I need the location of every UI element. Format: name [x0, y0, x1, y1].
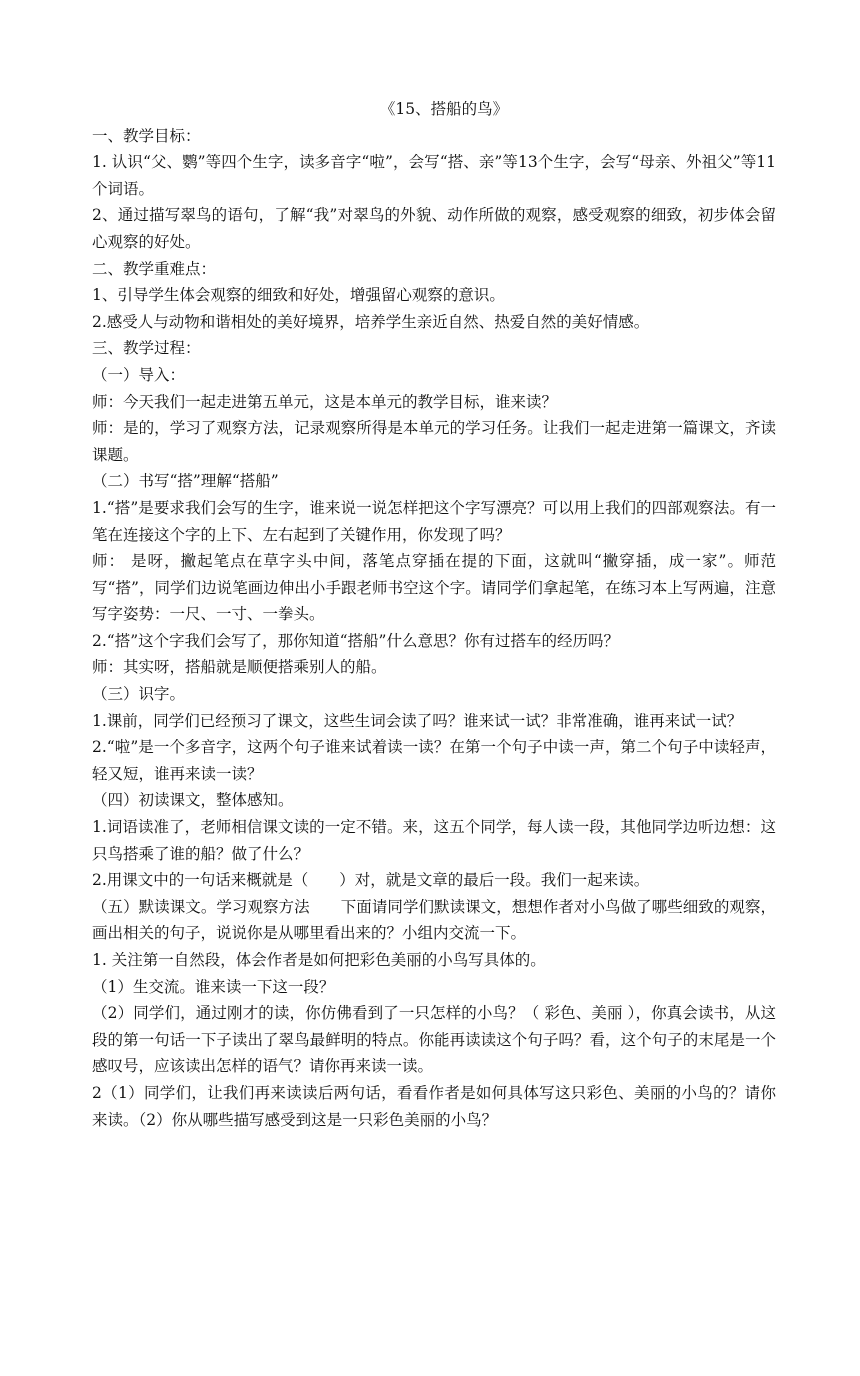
silent-reading-sub-1: （1）生交流。谁来读一下这一段？: [92, 977, 335, 996]
section-heading-goals: 一、教学目标：: [92, 126, 201, 145]
section-heading-process: 三、教学过程：: [92, 339, 201, 358]
step-heading-intro: （一）导入：: [92, 365, 186, 384]
key-point-1: 1、引导学生体会观察的细致和好处，增强留心观察的意识。: [92, 286, 505, 305]
teacher-line: 师： 是呀，撇起笔点在草字头中间，落笔点穿插在提的下面，这就叫“撇穿插，成一家”。师范写“搭”，同学们边说笔画边伸出小手跟老师书空这个字。请同学们拿起笔，在练习本上写两遍，注意写字姿势：一尺、一寸、一拳头。: [92, 552, 776, 624]
literacy-item-1: 1.课前，同学们已经预习了课文，这些生词会读了吗？谁来试一试？非常准确，谁再来试一试？: [92, 711, 743, 730]
goal-item-1: 1. 认识“父、鹦”等四个生字，读多音字“啦”，会写“搭、亲”等13个生字，会写“母亲、外祖父”等11个词语。: [92, 153, 776, 198]
reading-item-1: 1.词语读准了，老师相信课文读的一定不错。来，这五个同学，每人读一段，其他同学边听边想：这只鸟搭乘了谁的船？做了什么？: [92, 818, 776, 863]
document-title: 《15、搭船的鸟》: [379, 100, 509, 118]
writing-item-2: 2.“搭”这个字我们会写了，那你知道“搭船”什么意思？你有过搭车的经历吗？: [92, 631, 619, 650]
section-heading-key-points: 二、教学重难点：: [92, 259, 217, 278]
silent-reading-sub-2: （2）同学们，通过刚才的读，你仿佛看到了一只怎样的小鸟？（ 彩色、美丽 ），你真会读书，从这段的第一句话一下子读出了翠鸟最鲜明的特点。你能再读读这个句子吗？看，这个句子的末尾是一个感叹号，应该读出怎样的语气？请你再来读一读。: [92, 1004, 776, 1076]
step-heading-writing: （二）书写“搭”理解“搭船”: [92, 472, 279, 491]
step-heading-silent-reading: （五）默读课文。学习观察方法 下面请同学们默读课文，想想作者对小鸟做了哪些细致的观察，画出相关的句子，说说你是从哪里看出来的？小组内交流一下。: [92, 897, 776, 943]
document-page: [92, 96, 776, 1133]
reading-item-2: 2.用课文中的一句话来概就是（ ）对，就是文章的最后一段。我们一起来读。: [92, 871, 650, 890]
document-body: [92, 123, 776, 1134]
step-heading-first-reading: （四）初读课文，整体感知。: [92, 791, 294, 810]
teacher-line: 师：其实呀，搭船就是顺便搭乘别人的船。: [92, 658, 387, 677]
teacher-line: 师：今天我们一起走进第五单元，这是本单元的教学目标，谁来读？: [92, 392, 558, 411]
teacher-line: 师：是的，学习了观察方法，记录观察所得是本单元的学习任务。让我们一起走进第一篇课文，齐读课题。: [92, 419, 776, 464]
step-heading-literacy: （三）识字。: [92, 685, 186, 704]
key-point-2: 2.感受人与动物和谐相处的美好境界，培养学生亲近自然、热爱自然的美好情感。: [92, 312, 650, 331]
writing-item-1: 1.“搭”是要求我们会写的生字，谁来说一说怎样把这个字写漂亮？可以用上我们的四部观察法。有一笔在连接这个字的上下、左右起到了关键作用，你发现了吗？: [92, 498, 776, 544]
literacy-item-2: 2.“啦”是一个多音字，这两个句子谁来试着读一读？在第一个句子中读一声，第二个句子中读轻声，轻又短，谁再来读一读？: [92, 738, 776, 783]
silent-reading-item-2: 2（1）同学们，让我们再来读读后两句话，看看作者是如何具体写这只彩色、美丽的小鸟的？请你来读。（2）你从哪些描写感受到这是一只彩色美丽的小鸟？: [92, 1083, 776, 1129]
goal-item-2: 2、通过描写翠鸟的语句，了解“我”对翠鸟的外貌、动作所做的观察，感受观察的细致，初步体会留心观察的好处。: [92, 206, 776, 251]
silent-reading-item-1: 1. 关注第一自然段，体会作者是如何把彩色美丽的小鸟写具体的。: [92, 951, 546, 969]
